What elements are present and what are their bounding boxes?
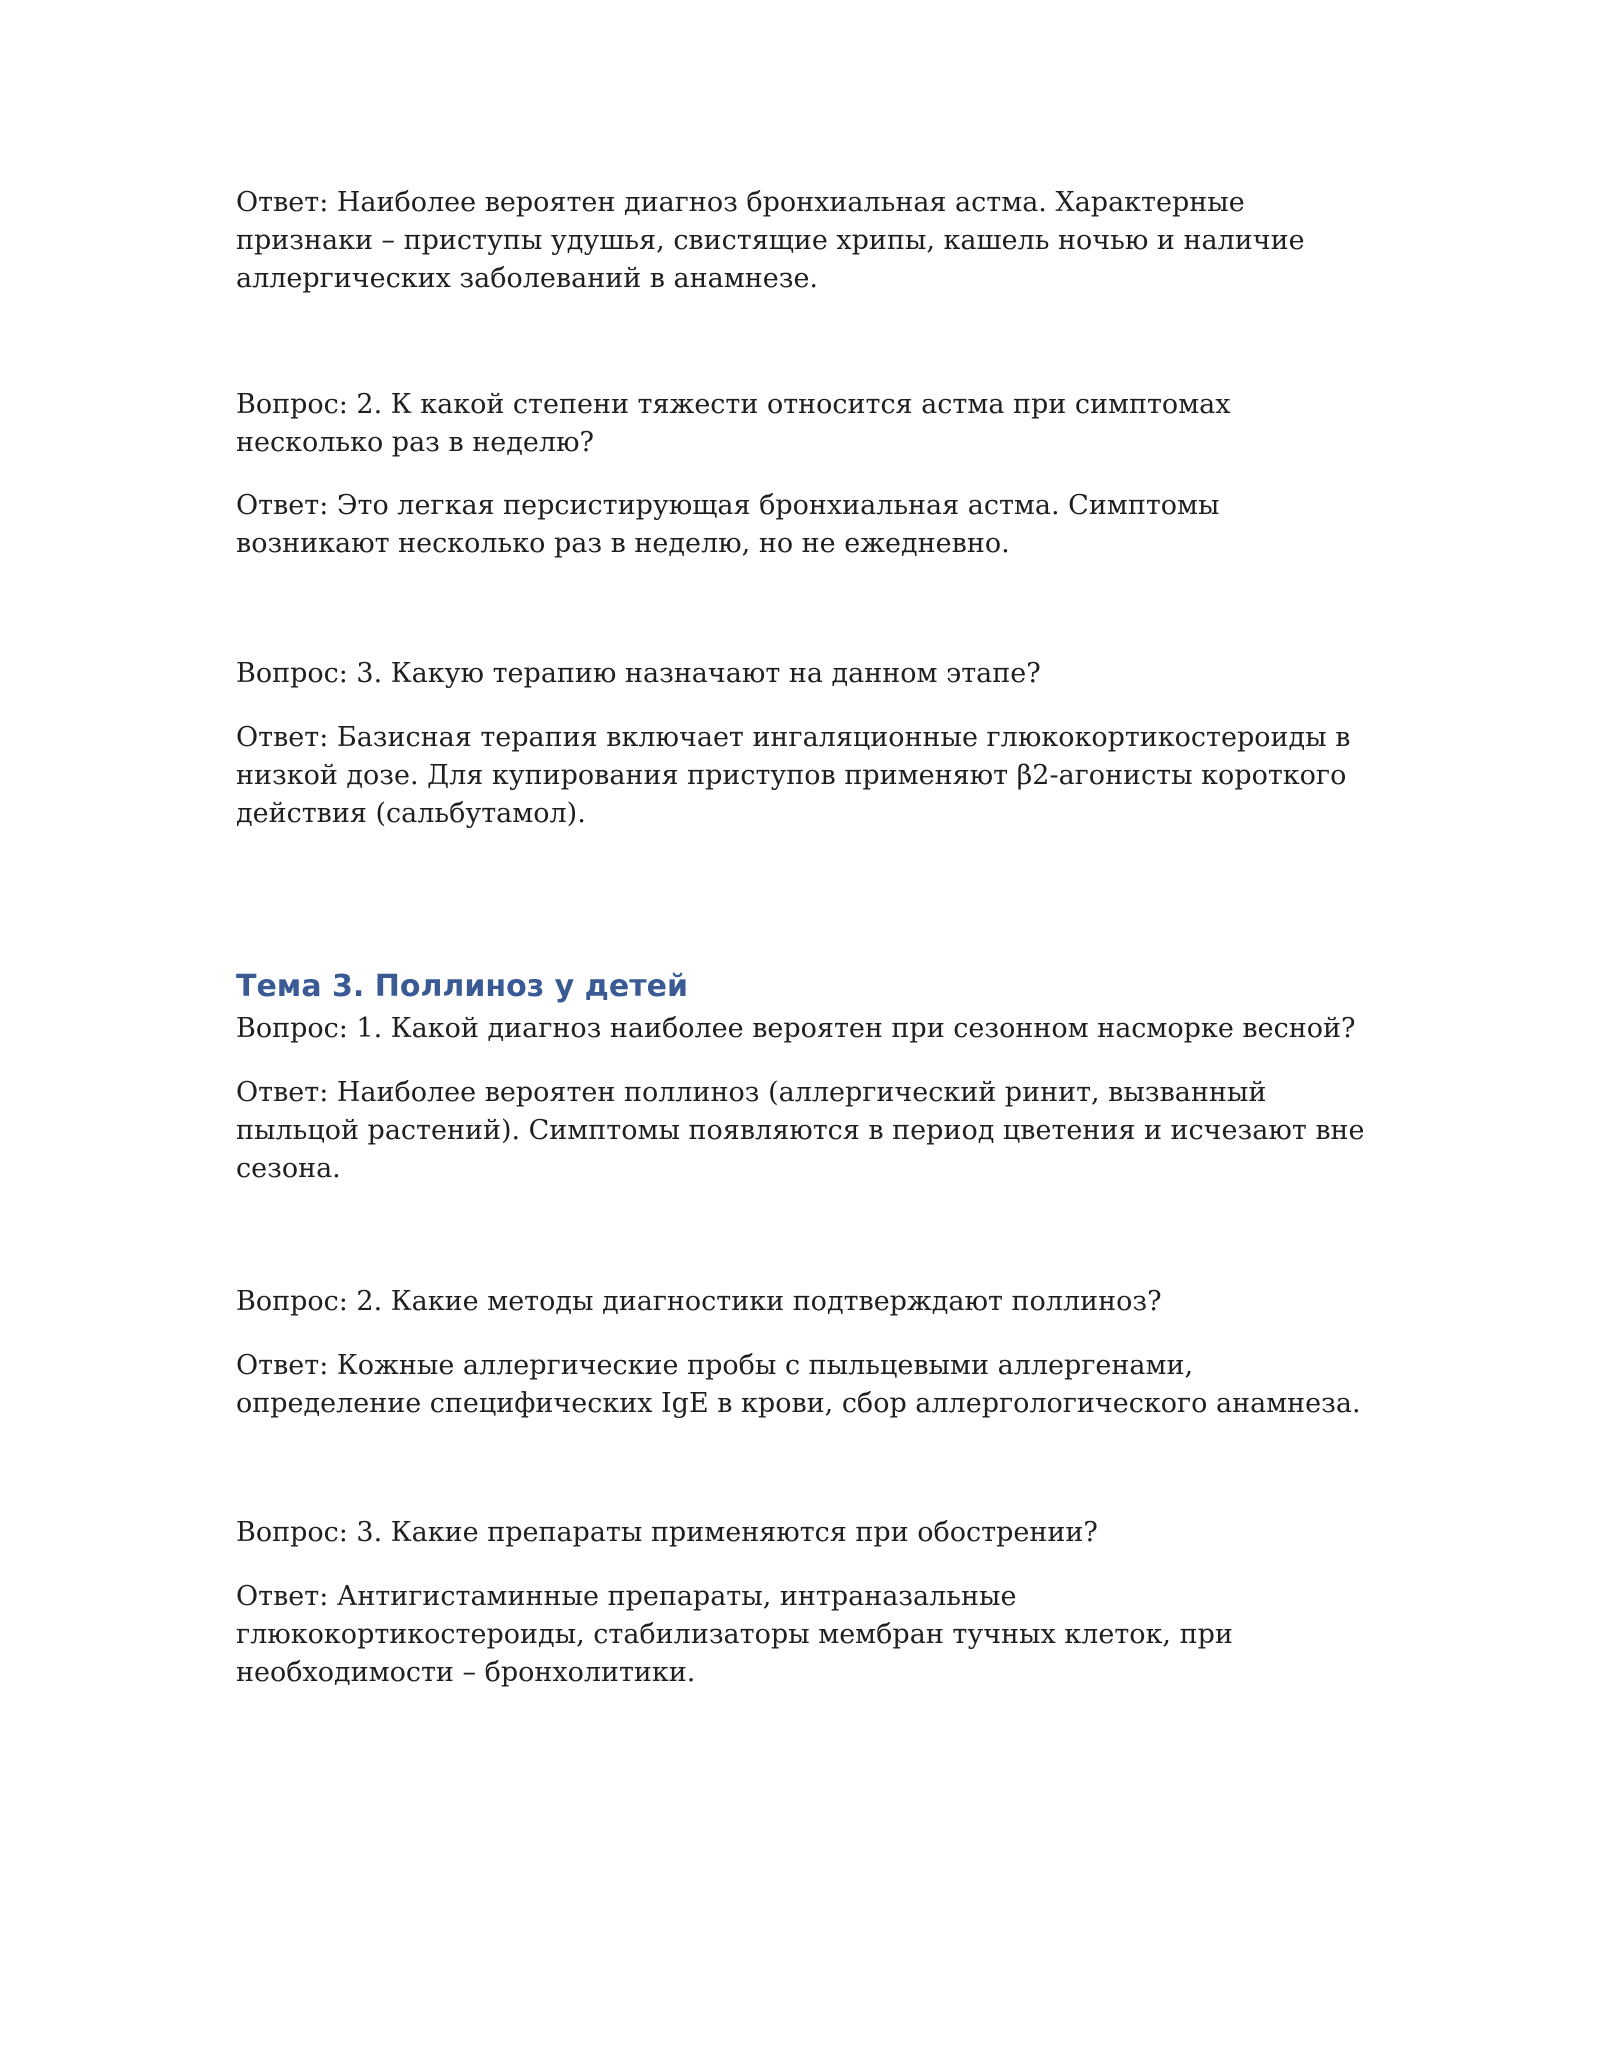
answer-asthma-therapy: Ответ: Базисная терапия включает ингаляционные глюкокортикостероиды в низкой дозе. Для купирования приступов применяют β2-агонисты короткого действия (сальбутамол). xyxy=(236,722,1351,829)
question-asthma-therapy: Вопрос: 3. Какую терапию назначают на данном этапе? xyxy=(236,658,1041,689)
question-pollinosis-drugs: Вопрос: 3. Какие препараты применяются при обострении? xyxy=(236,1517,1098,1548)
answer-asthma-diagnosis: Ответ: Наиболее вероятен диагноз бронхиальная астма. Характерные признаки – приступы удушья, свистящие хрипы, кашель ночью и наличие аллергических заболеваний в анамнезе. xyxy=(236,187,1305,294)
question-pollinosis-diagnosis: Вопрос: 1. Какой диагноз наиболее вероятен при сезонном насморке весной? xyxy=(236,1013,1356,1044)
answer-asthma-severity: Ответ: Это легкая персистирующая бронхиальная астма. Симптомы возникают несколько раз в неделю, но не ежедневно. xyxy=(236,490,1220,559)
answer-pollinosis-diagnosis: Ответ: Наиболее вероятен поллиноз (аллергический ринит, вызванный пыльцой растений). Симптомы появляются в период цветения и исчезают вне сезона. xyxy=(236,1077,1365,1184)
question-pollinosis-methods: Вопрос: 2. Какие методы диагностики подтверждают поллиноз? xyxy=(236,1286,1162,1317)
answer-pollinosis-drugs: Ответ: Антигистаминные препараты, интраназальные глюкокортикостероиды, стабилизаторы мембран тучных клеток, при необходимости – бронхолитики. xyxy=(236,1581,1233,1688)
answer-pollinosis-methods: Ответ: Кожные аллергические пробы с пыльцевыми аллергенами, определение специфических IgE в крови, сбор аллергологического анамнеза. xyxy=(236,1350,1361,1419)
question-asthma-severity: Вопрос: 2. К какой степени тяжести относится астма при симптомах несколько раз в неделю? xyxy=(236,389,1231,458)
section-heading-pollinosis: Тема 3. Поллиноз у детей xyxy=(236,969,688,1004)
